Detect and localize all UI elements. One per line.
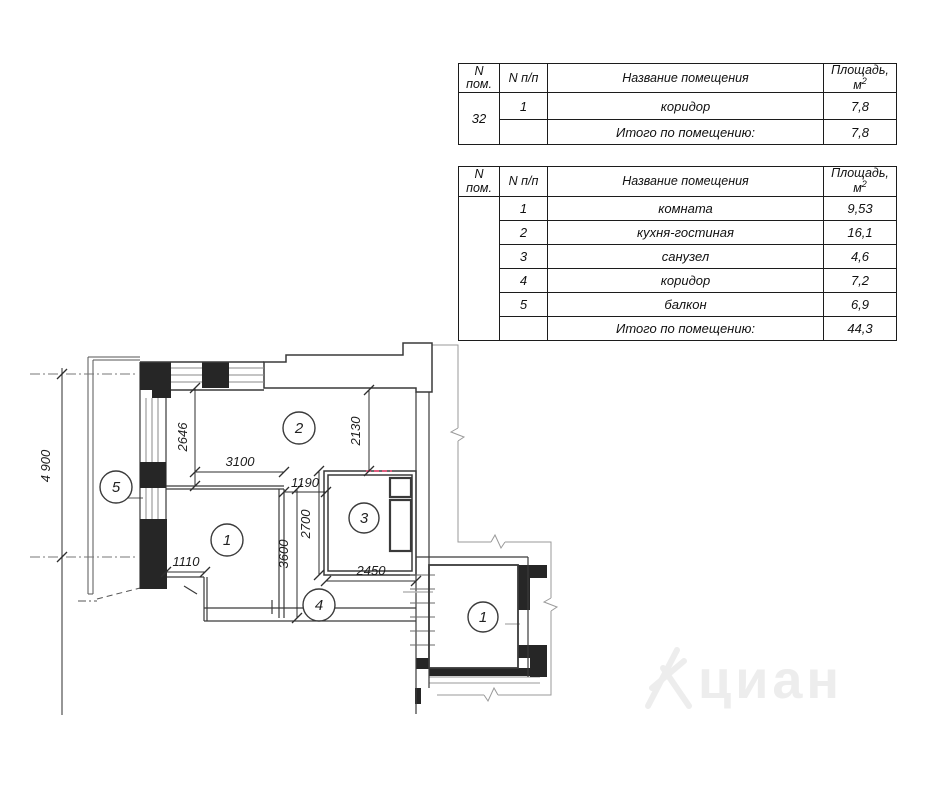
room-label-2 [283,412,315,444]
bearing-wall-fills [140,362,547,704]
row-no-cell: 5 [500,293,548,317]
row-no-cell: 4 [500,269,548,293]
room-name-cell: санузел [548,245,824,269]
row-no-cell: 1 [500,93,548,120]
watermark-text: циан [698,650,844,710]
vent-shaft [390,478,411,497]
total-label-cell: Итого по помещению: [548,317,824,341]
watermark [648,650,843,710]
header-row-no: N п/п [500,167,548,197]
area-cell: 7,8 [824,93,897,120]
table-row [459,293,897,317]
area-table-apartment-32 [458,63,897,145]
table-header-row [459,64,897,93]
room-label-neighbor-1 [468,602,498,632]
area-table-current-flat [458,166,897,341]
dim-3600: 3600 [276,539,291,569]
dimension-labels [38,416,386,578]
header-area: Площадь, $м^2$ [824,167,897,197]
table-header-row [459,167,897,197]
dim-2450: 2450 [356,563,386,578]
balcony-glazing [146,398,158,519]
table-row [459,93,897,120]
table-row [459,245,897,269]
room-name-cell: кухня-гостиная [548,221,824,245]
area-cell: 7,2 [824,269,897,293]
row-no-cell: 2 [500,221,548,245]
break-symbol [544,598,557,611]
room-name-cell: коридор [548,269,824,293]
svg-text:4: 4 [314,597,324,614]
cian-logo-icon [648,650,689,706]
dim-3100: 3100 [225,454,255,469]
header-row-no: N п/п [500,64,548,93]
top-exterior-wall [140,343,432,392]
dim-2646: 2646 [175,422,190,452]
room-name-cell: балкон [548,293,824,317]
room-name-cell: комната [548,197,824,221]
room-label-4 [303,589,335,621]
door-opening-marks [403,592,520,624]
table-row [459,197,897,221]
header-room-name: Название помещения [548,167,824,197]
svg-text:1: 1 [478,609,488,626]
svg-text:5: 5 [111,479,121,496]
dim-2700: 2700 [298,509,313,539]
header-apartment-no: N пом. [459,64,500,93]
apartment-no-cell [459,197,500,341]
door-swing-mark [184,586,197,594]
room-label-3 [349,503,379,533]
header-room-name: Название помещения [548,64,824,93]
area-cell: 9,53 [824,197,897,221]
party-wall-ticks [410,575,435,645]
total-area-cell: 7,8 [824,120,897,145]
area-cell: 16,1 [824,221,897,245]
area-cell: 6,9 [824,293,897,317]
total-area-cell: 44,3 [824,317,897,341]
total-label-cell: Итого по помещению: [548,120,824,145]
table-total-row [459,120,897,145]
break-symbol [484,688,498,701]
svg-text:1: 1 [222,532,232,549]
dim-2130: 2130 [348,416,363,446]
break-symbol [491,535,505,548]
apartment-no-cell: 32 [459,93,500,145]
header-apartment-no: N пом. [459,167,500,197]
vent-shaft [390,500,411,551]
svg-text:3: 3 [359,510,369,527]
table-total-row [459,317,897,341]
dim-1190: 1190 [291,475,319,490]
room-label-1 [211,524,243,556]
row-no-cell [500,317,548,341]
area-cell: 4,6 [824,245,897,269]
room-label-5 [100,471,132,503]
table-row [459,269,897,293]
svg-text:2: 2 [294,420,304,437]
row-no-cell [500,120,548,145]
header-area: Площадь, $м^2$ [824,64,897,93]
room-name-cell: коридор [548,93,824,120]
dim-overall: 4 900 [38,449,53,483]
interior-partitions [166,486,416,621]
row-no-cell: 3 [500,245,548,269]
break-symbol [451,428,464,441]
row-no-cell: 1 [500,197,548,221]
table-row [459,221,897,245]
dim-1110: 1110 [172,554,200,569]
